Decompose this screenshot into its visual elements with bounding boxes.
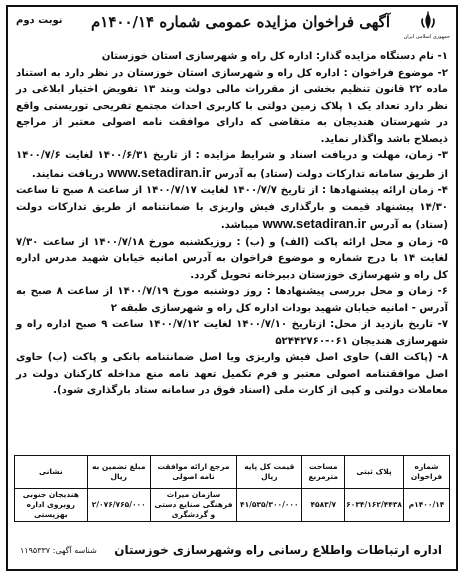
- cell-tender-number: ۱۴۰۰/۱۴م: [404, 489, 450, 522]
- col-header-plot-number: پلاک ثبتی: [345, 456, 404, 489]
- col-header-base-price: قیمت کل پایه ریال: [237, 456, 302, 489]
- clause-6: ۶- زمان و محل بررسی پیشنهادها : روز دوشنبه مورخ ۱۴۰۰/۷/۱۹ از ساعت ۸ صبح به آدرس - امانیه خیابان شهید بودات اداره کل راه و شهرسازی طبقه ۲: [16, 286, 448, 314]
- clause-1: ۱- نام دستگاه مزایده گذار: اداره کل راه و شهرسازی استان خوزستان: [101, 51, 448, 62]
- publication-round: نوبت دوم: [16, 15, 63, 26]
- clause-5: ۵- زمان و محل ارائه پاکت (الف) و (ب) : روزیکشنبه مورخ ۱۴۰۰/۷/۱۸ از ساعت ۷/۳۰ لغایت ۱۴ با درج شماره و موضوع فراخوان به آدرس امانیه خیابان شهید مدرس اداره کل راه و شهرسازی خوزستان دبیرخانه تحویل گردد.: [16, 236, 448, 281]
- clause-3: ۳- زمان، مهلت و دریافت اسناد و شرایط مزایده : از تاریخ ۱۴۰۰/۶/۳۱ لغایت ۱۴۰۰/۷/۶ از طریق سامانه تدارکات دولت (ستاد) به آدرس www.setadiran.ir دریافت نمایند.: [16, 150, 448, 180]
- notice-footer: [14, 537, 450, 565]
- cell-plot-number: ۶۰۳۴/۱۶۲/۴۴۳۸: [345, 489, 404, 522]
- table-row: [15, 489, 450, 522]
- notice-page: [6, 5, 458, 571]
- issuing-organization: اداره ارتباطات واطلاع رسانی راه وشهرسازی خوزستان: [114, 543, 442, 557]
- clause-8: ۸- (پاکت الف) حاوی اصل فیش واریزی ویا اصل ضمانتنامه بانکی و پاکت (ب) حاوی اصل موافقتنامه اصولی معتبر و فرم تکمیل تعهد نامه منع مداخله کارکنان دولت در معاملات دولتی و کپی از کارت ملی (اسناد فوق در سامانه ستاد بارگذاری شود).: [16, 352, 448, 396]
- clause-2: ۲- موضوع فراخوان : اداره کل راه و شهرسازی استان خوزستان در نظر دارد به استناد ماده ۲۲ قانون تنظیم بخشی از مقررات مالی دولت وبند ۱۳ تفویض اختیار ابلاغی در نظر دارد تعداد یک ۱ پلاک زمین دولتی با کاربری احداث مجتمع تفریحی توریستی واقع در شهرستان هندیجان به متقاضی که دارای موافقت نامه اصولی معتبر از مراجع ذیصلاح باشد واگذار نماید.: [16, 67, 448, 145]
- clause-7: ۷- تاریخ بازدید از محل: ازتاریخ ۱۴۰۰/۷/۱۰ لغایت ۱۴۰۰/۷/۱۲ ساعت ۹ صبح اداره راه و شهرسازی هندیجان ۰۶۱-۵۲۴۴۲۷۶۰: [16, 319, 449, 347]
- cell-guarantee: ۲/۰۷۶/۷۶۵/۰۰۰: [87, 489, 150, 522]
- iran-emblem-icon: [416, 10, 440, 34]
- cell-base-price: ۴۱/۵۳۵/۳۰۰/۰۰۰: [237, 489, 302, 522]
- cell-approval-authority: سازمان میراث فرهنگی صنایع دستی و گردشگری: [150, 489, 236, 522]
- iran-emblem: [403, 10, 450, 48]
- col-header-area: مساحت مترمربع: [302, 456, 345, 489]
- notice-body: [8, 49, 456, 400]
- col-header-address: نشانی: [15, 456, 88, 489]
- table-header-row: [15, 456, 450, 489]
- clause-4: ۴- زمان ارائه پیشنهادها : از تاریخ ۱۴۰۰/۷/۷ لغایت ۱۴۰۰/۷/۱۷ از ساعت ۸ صبح تا ساعت ۱۴/۳۰ پیشنهاد قیمت و بارگذاری فیش واریزی با ضمانتنامه از طریق تدارکات دولت (ستاد) به آدرس www.setadiran.ir میباشد.: [16, 185, 449, 231]
- ad-identifier: شناسه آگهی: ۱۱۹۵۳۳۷: [20, 546, 97, 555]
- col-header-approval-authority: مرجع ارائه موافقت نامه اصولی: [150, 456, 236, 489]
- cell-area: ۴۵۸۳/۷: [302, 489, 345, 522]
- setad-link[interactable]: www.setadiran.ir: [107, 164, 211, 180]
- emblem-caption: جمهوری اسلامی ایران: [403, 34, 450, 40]
- setad-link[interactable]: www.setadiran.ir: [262, 216, 367, 231]
- auction-items-table: [14, 455, 450, 522]
- cell-address: هندیجان جنوبی روبروی اداره بهزیستی: [15, 489, 88, 522]
- col-header-tender-number: شماره فراخوان: [404, 456, 450, 489]
- notice-title: آگهی فراخوان مزایده عمومی شماره ۱۴۰۰/۱۴م: [91, 13, 390, 31]
- col-header-guarantee: مبلغ تضمین به ریال: [87, 456, 150, 489]
- notice-header: [8, 7, 456, 49]
